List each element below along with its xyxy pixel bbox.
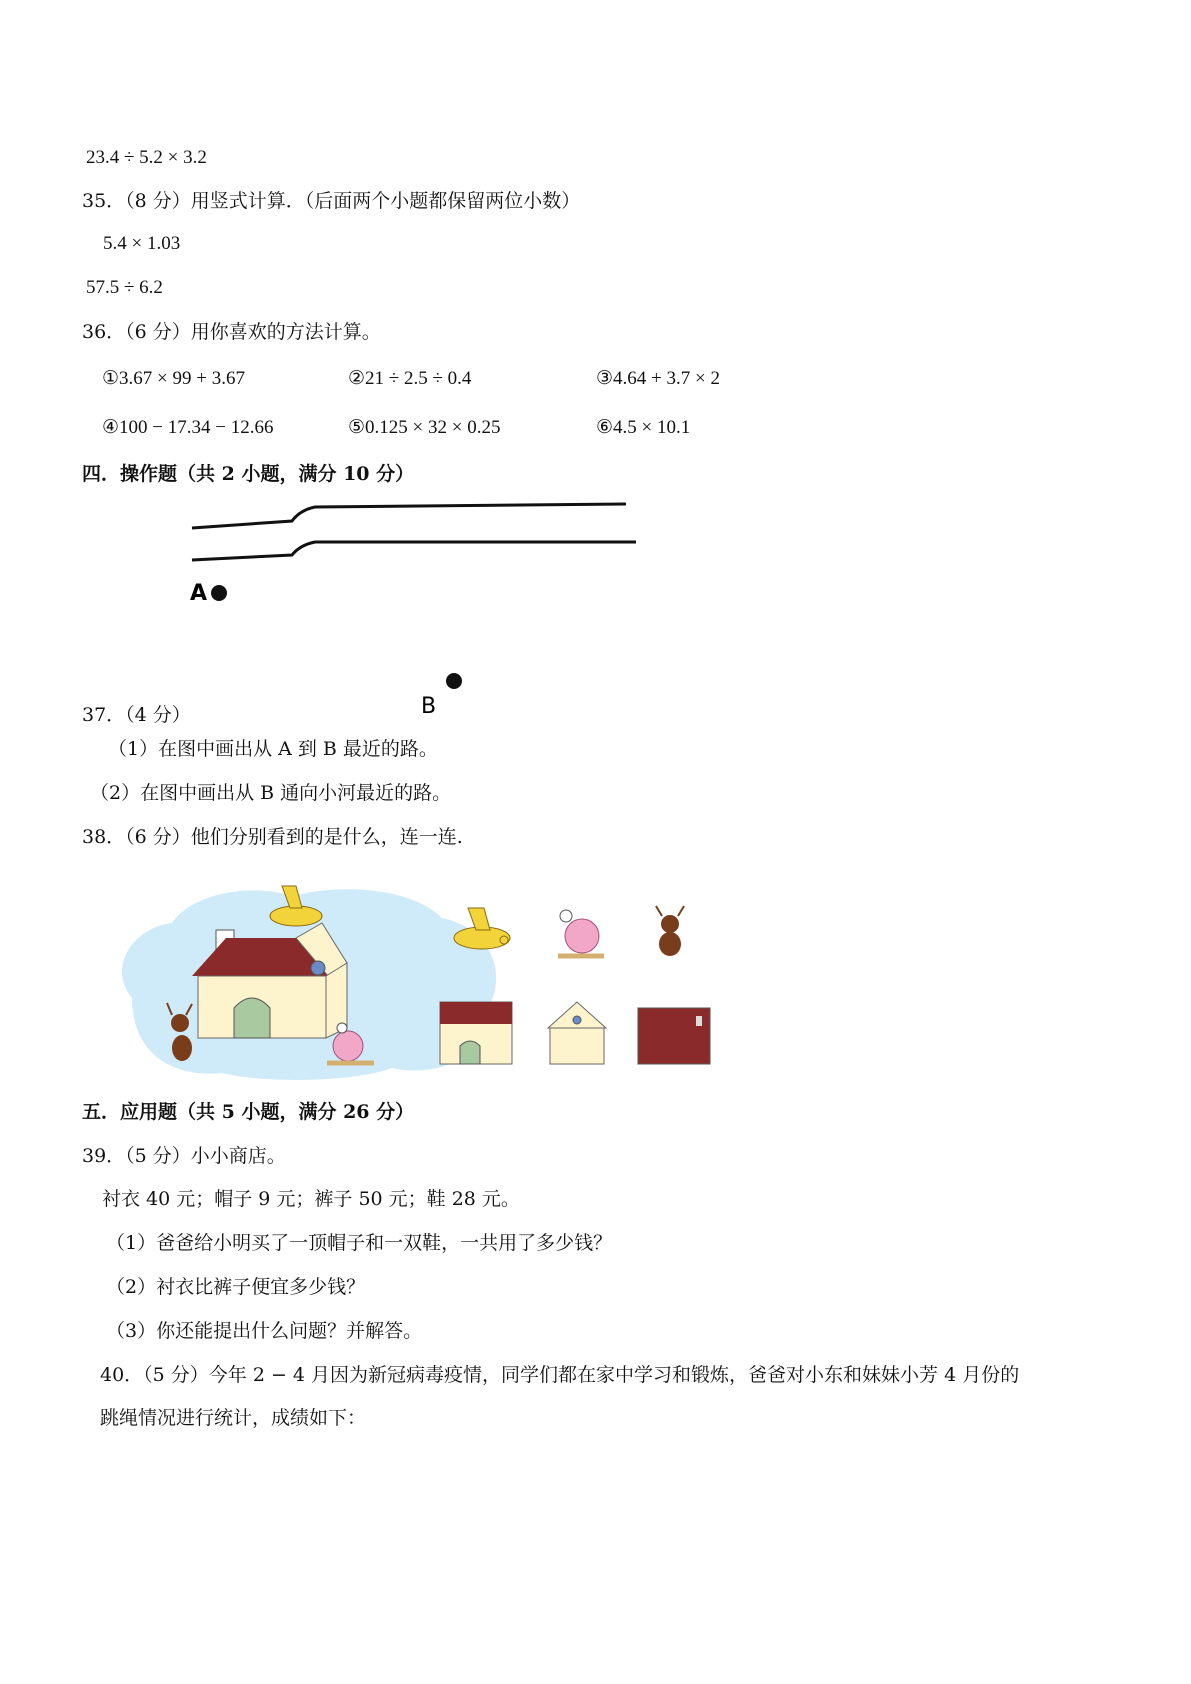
q39-prices: 衬衣 40 元；帽子 9 元；裤子 50 元；鞋 28 元。	[102, 1188, 520, 1210]
point-a	[211, 585, 227, 601]
q40-line-1: 40．（5 分）今年 2 − 4 月因为新冠病毒疫情，同学们都在家中学习和锻炼，爸爸对小东和妹妹小芳 4 月份的	[100, 1364, 1020, 1386]
q36-item-4: ④100 − 17.34 − 12.66	[102, 417, 274, 438]
section-5-heading: 五．应用题（共 5 小题，满分 26 分）	[82, 1101, 415, 1123]
q34-expression: 23.4 ÷ 5.2 × 3.2	[86, 147, 207, 168]
q35-title: 35．（8 分）用竖式计算．（后面两个小题都保留两位小数）	[82, 190, 581, 212]
river-bank-bottom	[192, 542, 636, 560]
point-b	[446, 673, 462, 689]
q36-item-5: ⑤0.125 × 32 × 0.25	[348, 417, 501, 438]
q40-line-2: 跳绳情况进行统计，成绩如下：	[100, 1407, 367, 1429]
q37-sub-1: （1）在图中画出从 A 到 B 最近的路。	[108, 738, 438, 760]
house-window	[311, 961, 325, 975]
q39-sub-1: （1）爸爸给小明买了一顶帽子和一双鞋，一共用了多少钱？	[106, 1232, 613, 1254]
option-snail	[558, 910, 604, 956]
q39-sub-2: （2）衬衣比裤子便宜多少钱？	[106, 1276, 366, 1298]
q36-item-3: ③4.64 + 3.7 × 2	[596, 368, 720, 389]
option-house-side-view	[548, 1002, 606, 1064]
q36-item-2: ②21 ÷ 2.5 ÷ 0.4	[348, 368, 472, 389]
house-door	[234, 998, 270, 1038]
option-ant	[656, 906, 684, 956]
q37-title: 37．（4 分）	[82, 704, 191, 726]
q38-title: 38．（6 分）他们分别看到的是什么，连一连.	[82, 826, 463, 848]
q35-item-2: 57.5 ÷ 6.2	[86, 277, 163, 298]
q36-item-1: ①3.67 × 99 + 3.67	[102, 368, 245, 389]
q35-item-1: 5.4 × 1.03	[103, 233, 181, 254]
option-house-top-view	[440, 1002, 512, 1064]
label-a: A	[190, 581, 208, 606]
q39-sub-3: （3）你还能提出什么问题？并解答。	[106, 1320, 423, 1342]
section-4-heading: 四．操作题（共 2 小题，满分 10 分）	[82, 463, 415, 485]
label-b: B	[421, 694, 437, 719]
option-roof-view	[638, 1008, 710, 1064]
river-bank-top	[192, 504, 626, 528]
q37-sub-2: （2）在图中画出从 B 通向小河最近的路。	[90, 782, 452, 804]
q39-title: 39．（5 分）小小商店。	[82, 1145, 286, 1167]
river-figure	[180, 490, 650, 720]
scene-figure	[112, 878, 732, 1083]
q36-item-6: ⑥4.5 × 10.1	[596, 417, 691, 438]
q36-title: 36．（6 分）用你喜欢的方法计算。	[82, 321, 381, 343]
